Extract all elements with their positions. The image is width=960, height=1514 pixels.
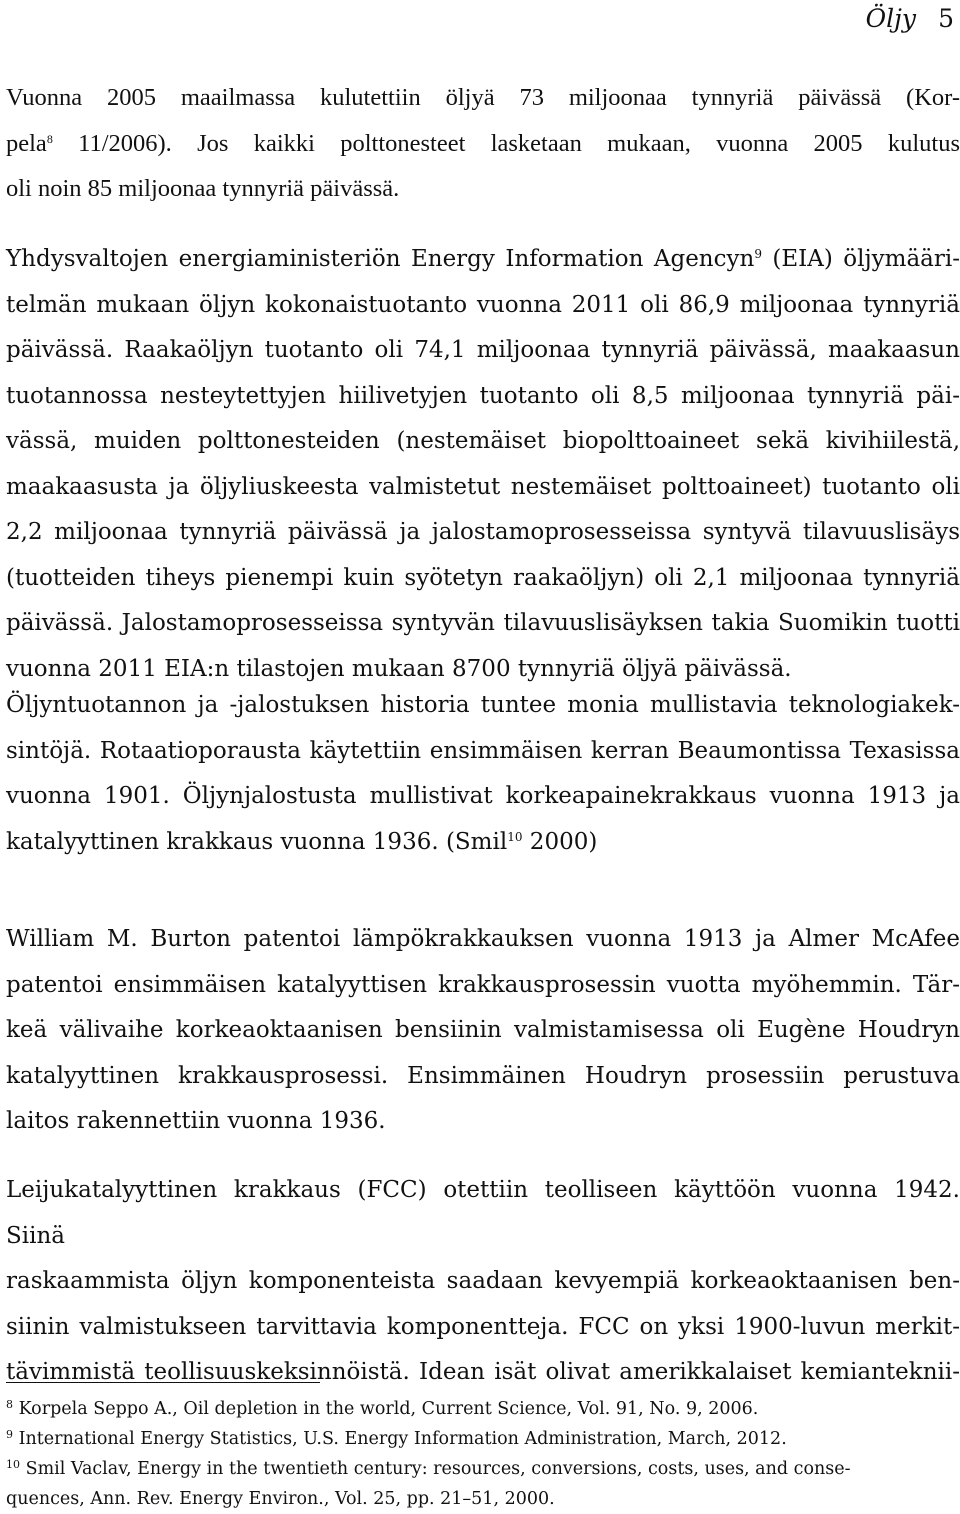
text-line: katalyyttinen krakkausprosessi. Ensimmäinen Houdryn prosessiin perustuva <box>6 1062 960 1089</box>
text-line: päivässä. Jalostamoprosesseissa syntyvän tilavuuslisäyksen takia Suomikin tuotti <box>6 610 960 636</box>
text-line: vässä, muiden polttonesteiden (nestemäiset biopolttoaineet sekä kivihiilestä, <box>6 428 960 454</box>
chapter-title: Öljy <box>865 4 916 33</box>
footnote-8: $^8$ Korpela Seppo A., Oil depletion in the world, Current Science, Vol. 91, No. 9, 2006. <box>6 1398 759 1419</box>
text-line: William M. Burton patentoi lämpökrakkauksen vuonna 1913 ja Almer McAfee <box>6 926 960 952</box>
footnote-ref-8: 8 <box>46 131 53 146</box>
paragraph-4 <box>6 917 960 1145</box>
footnote-ref-10: 10 <box>507 829 523 844</box>
paragraph-3 <box>6 683 960 865</box>
text-line: telmän mukaan öljyn kokonaistuotanto vuonna 2011 oli 86,9 miljoonaa tynnyriä <box>6 291 960 318</box>
paragraph-5 <box>6 1168 960 1396</box>
text-line: katalyyttinen krakkaus vuonna 1936. (Smil$^{10}$ 2000) <box>6 828 598 855</box>
footnote-ref-9: 9 <box>754 247 762 261</box>
footnote-9: $^9$ International Energy Statistics, U.S. Energy Information Administration, March, 2012. <box>6 1428 787 1449</box>
text-line: sintöjä. Rotaatioporausta käytettiin ensimmäisen kerran Beaumontissa Texasissa <box>6 737 960 764</box>
text-line: vuonna 1901. Öljynjalostusta mullistivat korkeapainekrakkaus vuonna 1913 ja <box>6 783 960 809</box>
text-line: Vuonna 2005 maailmassa kulutettiin öljyä 73 miljoonaa tynnyriä päivässä (Kor- <box>6 84 960 111</box>
text-line: Yhdysvaltojen energiaministeriön Energy Information Agencyn$^9$ (EIA) öljymääri- <box>6 246 960 272</box>
footnote-divider <box>6 1382 320 1383</box>
text-line: laitos rakennettiin vuonna 1936. <box>6 1108 386 1134</box>
text-line: Leijukatalyyttinen krakkaus (FCC) otettiin teolliseen käyttöön vuonna 1942. Siinä <box>6 1177 960 1249</box>
page-number: 5 <box>938 4 954 33</box>
text-line: tuotannossa nesteytettyjen hiilivetyjen tuotanto oli 8,5 miljoonaa tynnyriä päi- <box>6 382 960 409</box>
paragraph-1 <box>6 75 960 212</box>
text-line: (tuotteiden tiheys pienempi kuin syötetyn raakaöljyn) oli 2,1 miljoonaa tynnyriä <box>6 564 960 591</box>
text-line: patentoi ensimmäisen katalyyttisen krakkausprosessin vuotta myöhemmin. Tär- <box>6 971 960 998</box>
text-line: päivässä. Raakaöljyn tuotanto oli 74,1 miljoonaa tynnyriä päivässä, maakaasun <box>6 337 960 363</box>
text-line: siinin valmistukseen tarvittavia komponentteja. FCC on yksi 1900-luvun merkit- <box>6 1313 960 1340</box>
text-line: maakaasusta ja öljyliuskeesta valmistetut nestemäiset polttoaineet) tuotanto oli <box>6 473 960 500</box>
text-line: Öljyntuotannon ja -jalostuksen historia tuntee monia mullistavia teknologiakek- <box>6 692 960 718</box>
text-line: tävimmistä teollisuuskeksinnöistä. Idean isät olivat amerikkalaiset kemianteknii- <box>6 1359 960 1385</box>
footnote-10: $^{10}$ Smil Vaclav, Energy in the twentieth century: resources, conversions, costs, uses, and conse- quences, Ann. Rev. Energy Environ., Vol. 25, pp. 21–51, 2000. <box>6 1458 851 1509</box>
text-line: pela$^8$ 11/2006). Jos kaikki polttonesteet lasketaan mukaan, vuonna 2005 kulutus <box>6 129 960 157</box>
paragraph-2 <box>6 237 960 692</box>
text-line: keä välivaihe korkeaoktaanisen bensiinin valmistamisessa oli Eugène Houdryn <box>6 1017 960 1043</box>
text-line: 2,2 miljoonaa tynnyriä päivässä ja jalostamoprosesseissa syntyvä tilavuuslisäys <box>6 519 960 545</box>
text-line: raskaammista öljyn komponenteista saadaan kevyempiä korkeaoktaanisen ben- <box>6 1268 960 1294</box>
text-line: vuonna 2011 EIA:n tilastojen mukaan 8700 tynnyriä öljyä päivässä. <box>6 655 792 682</box>
text-line: oli noin 85 miljoonaa tynnyriä päivässä. <box>6 175 400 202</box>
running-header <box>0 4 960 44</box>
